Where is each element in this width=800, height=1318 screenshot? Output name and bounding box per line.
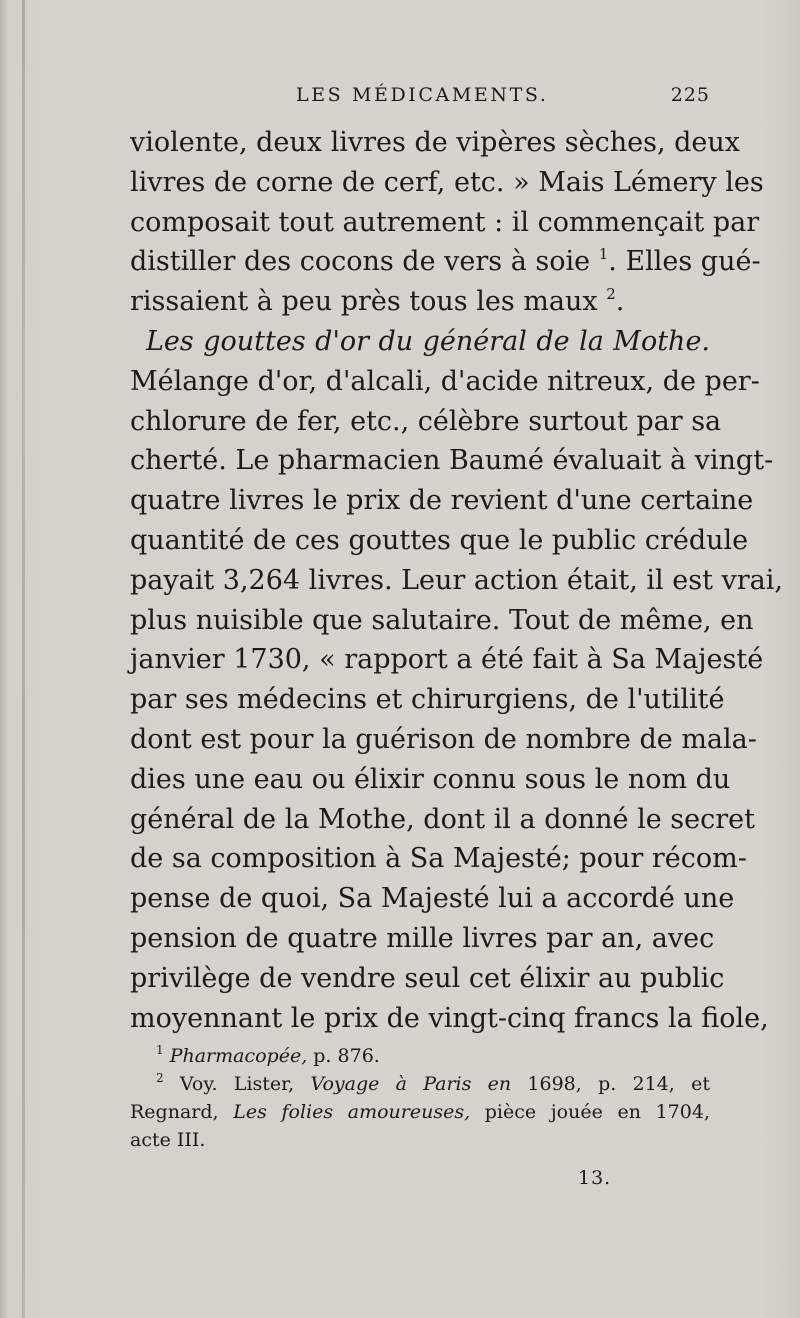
text-segment: rissaient à peu près tous les maux [130,286,607,318]
main-text [130,123,783,1038]
page-header [130,84,710,114]
text-segment: distiller des cocons de vers à soie [130,246,599,278]
text-line: dies une eau ou élixir connu sous le nom du [130,763,731,795]
text-line: pense de quoi, Sa Majesté lui a accordé une [130,883,735,915]
text-line: composait tout autrement : il commençait par [130,206,760,238]
cited-title: Pharmacopée, [169,1045,308,1067]
text-line: quatre livres le prix de revient d'une certaine [130,485,754,517]
text-segment: Voy. Lister, [163,1073,311,1095]
footnote-marker: 2 [156,1071,164,1085]
footnote-2 [130,1070,710,1098]
cited-title: Les folies amoureuses, [233,1101,471,1123]
signature-mark: 13. [578,1167,612,1189]
footnote-2-end: acte III. [130,1129,206,1151]
page-number: 225 [670,84,710,106]
footnote-ref-2: 2 [606,285,616,304]
text-line: violente, deux livres de vipères sèches, deux [130,127,740,158]
text-line: cherté. Le pharmacien Baumé évaluait à vingt- [130,445,774,477]
text-line: moyennant le prix de vingt-cinq francs la fiole, [130,1002,769,1034]
text-line: de sa composition à Sa Majesté; pour récom- [130,843,747,875]
text-line: général de la Mothe, dont il a donné le secret [130,803,755,835]
text-line: livres de corne de cerf, etc. » Mais Lémery les [130,166,764,198]
text-line: par ses médecins et chirurgiens, de l'utilité [130,684,725,716]
page-binding-edge [22,0,25,1318]
text-line: dont est pour la guérison de nombre de mala- [130,723,757,755]
section-heading [130,322,710,362]
footnote-2-continued [130,1098,710,1126]
footnotes [130,1042,710,1154]
text-line: janvier 1730, « rapport a été fait à Sa Majesté [130,644,764,676]
text-line: payait 3,264 livres. Leur action était, il est vrai, [130,564,783,596]
text-line: chlorure de fer, etc., célèbre surtout par sa [130,405,722,437]
footnote-marker: 1 [156,1043,164,1057]
text-segment: . [615,286,625,318]
italic-heading: Les gouttes d'or du général de la Mothe. [146,325,710,357]
text-line [130,282,710,322]
text-line: plus nuisible que salutaire. Tout de même, en [130,604,754,636]
text-segment: pièce jouée en 1704, [470,1101,710,1123]
text-line: pension de quatre mille livres par an, avec [130,922,715,954]
text-line: Mélange d'or, d'alcali, d'acide nitreux, de per- [130,365,760,397]
text-line: quantité de ces gouttes que le public crédule [130,524,749,556]
footnote-ref-1: 1 [598,245,609,264]
text-line [130,242,761,282]
running-title: LES MÉDICAMENTS. [296,84,549,106]
footnote-1 [130,1042,710,1070]
text-segment: . Elles gué- [608,246,761,278]
text-segment: 1698, p. 214, et [511,1073,710,1095]
text-segment: p. 876. [307,1045,380,1067]
cited-title: Voyage à Paris en [310,1073,512,1095]
text-segment: Regnard, [130,1101,234,1123]
text-line: privilège de vendre seul cet élixir au public [130,962,725,994]
